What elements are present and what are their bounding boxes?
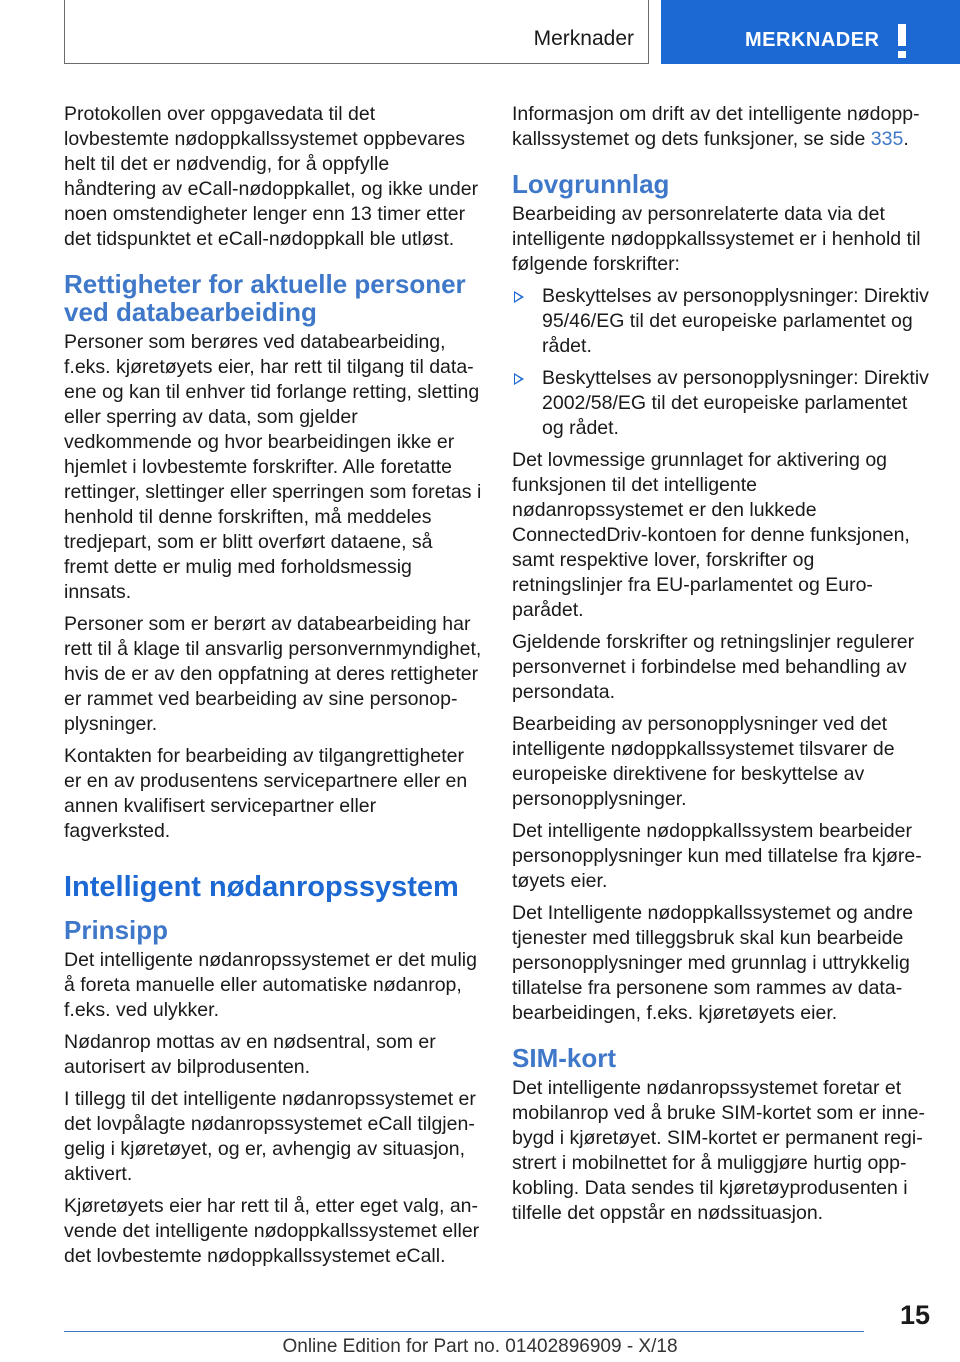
list-item xyxy=(512,284,930,359)
left-column xyxy=(64,102,482,1276)
paragraph: Det intelligente nødanropssystemet foretar et mobilanrop ved å bruke SIM-kortet som er innebygd i kjøretøyet. SIM-kortet er permanent registrert i mobilnettet for å muliggjøre hurtig oppkobling. Data sendes til kjøretøyprodusenten i tilfelle det oppstår en nødssituasjon. xyxy=(512,1077,925,1224)
paragraph: Protokollen over oppgavedata til det lovbestemte nødoppkallssystemet oppbevares helt til det er nødvendig, for å oppfylle håndtering av eCall-nødoppkallet, og ikke under noen omstendigheter lenger enn 13 timer etter det tidspunktet et eCall-nødoppkall ble utløst. xyxy=(64,103,479,250)
paragraph: Det Intelligente nødoppkallssystemet og andre tjenester med tilleggsbruk skal kun bearbeide personopplysninger med grunnlag i uttrykkelig tillatelse fra personene som rammes av databearbeidingen, f.eks. kjøretøyets eier. xyxy=(512,902,914,1024)
main-heading: Intelligent nødanropssystem xyxy=(64,871,459,903)
paragraph-text: Informasjon om drift av det intelligente nødoppkallssystemet og dets funksjoner, se side xyxy=(512,103,920,150)
list-item-text: Beskyttelses av personopplysninger: Direktiv 95/46/EG til det europeiske parlamentet og rådet. xyxy=(542,285,929,357)
right-column xyxy=(512,102,930,1233)
list-item xyxy=(512,366,930,441)
list-item-text: Beskyttelses av personopplysninger: Direktiv 2002/58/EG til det europeiske parlamentet og rådet. xyxy=(542,367,929,439)
paragraph: Nødanrop mottas av en nødsentral, som er autorisert av bilprodusenten. xyxy=(64,1031,436,1078)
paragraph: I tillegg til det intelligente nødanropssystemet er det lovpålagte nødanropssystemet eCall tilgjengelig i kjøretøyet, og er, avhengig av situasjon, aktivert. xyxy=(64,1088,476,1185)
section-heading-law: Lovgrunnlag xyxy=(512,169,670,199)
paragraph: Bearbeiding av personopplysninger ved det intelligente nødoppkallssystemet tilsvarer de europeiske direktivene for beskyttelse av personopplysninger. xyxy=(512,713,895,810)
section-tab xyxy=(64,0,649,64)
bullet-list xyxy=(512,284,930,441)
paragraph: Kontakten for bearbeiding av tilgangrettigheter er en av produsentens servicepartnere eller en annen kvalifisert servicepartner eller fagverksted. xyxy=(64,745,468,842)
section-tab-label: Merknader xyxy=(533,27,634,50)
page-reference-link[interactable]: 335 xyxy=(870,128,904,150)
section-heading-principle: Prinsipp xyxy=(64,915,169,945)
chapter-header xyxy=(661,0,960,64)
paragraph: Gjeldende forskrifter og retningslinjer regulerer personvernet i forbindelse med behandling av persondata. xyxy=(512,631,915,703)
paragraph-end: . xyxy=(903,128,909,150)
page-number: 15 xyxy=(899,1300,930,1330)
paragraph: Det lovmessige grunnlaget for aktivering og funksjonen til det intelligente nødanropssystemet er den lukkede ConnectedDriv-kontoen for denne funksjonen, samt respektive lover, forskrifter og retningslinjer fra EU-parlamentet og Europarådet. xyxy=(512,449,910,621)
paragraph xyxy=(512,102,930,152)
paragraph: Personer som er berørt av databearbeiding har rett til å klage til ansvarlig personvernmyndighet, hvis de er av den oppfatning at deres rettigheter er rammet ved bearbeiding av sine personopplysninger. xyxy=(64,613,482,735)
footer-divider xyxy=(64,1331,864,1332)
exclamation-icon xyxy=(895,24,909,58)
chapter-title: MERKNADER xyxy=(745,29,880,51)
triangle-bullet-icon xyxy=(514,373,524,385)
paragraph: Kjøretøyets eier har rett til å, etter eget valg, anvende det intelligente nødoppkallssystemet eller det lovbestemte nødoppkallssystemet eCall. xyxy=(64,1195,480,1267)
paragraph: Det intelligente nødoppkallssystem bearbeider personopplysninger kun med tillatelse fra kjøretøyets eier. xyxy=(512,820,922,892)
section-heading-sim: SIM-kort xyxy=(512,1043,616,1073)
triangle-bullet-icon xyxy=(514,291,524,303)
footer-edition: Online Edition for Part no. 01402896909 - X/18 xyxy=(282,1336,678,1357)
paragraph: Det intelligente nødanropssystemet er det mulig å foreta manuelle eller automatiske nødanrop, f.eks. ved ulykker. xyxy=(64,949,477,1021)
section-heading-rights: Rettigheter for aktuelle personer ved databearbeiding xyxy=(64,269,466,327)
paragraph: Bearbeiding av personrelaterte data via det intelligente nødoppkallssystemet er i henhold til følgende forskrifter: xyxy=(512,203,921,275)
paragraph: Personer som berøres ved databearbeiding, f.eks. kjøretøyets eier, har rett til tilgang til dataene og kan til enhver tid forlange retting, sletting eller sperring av data, som gjelder vedkommende og hvor bearbeidingen ikke er hjemlet i lovbestemte forskrifter. Alle foretatte rettinger, slettinger eller sperringen som foretas i henhold til denne forskriften, må meddeles tredjepart, som er blitt overført dataene, så fremt dette er mulig med forholdsmessig innsats. xyxy=(64,331,482,603)
